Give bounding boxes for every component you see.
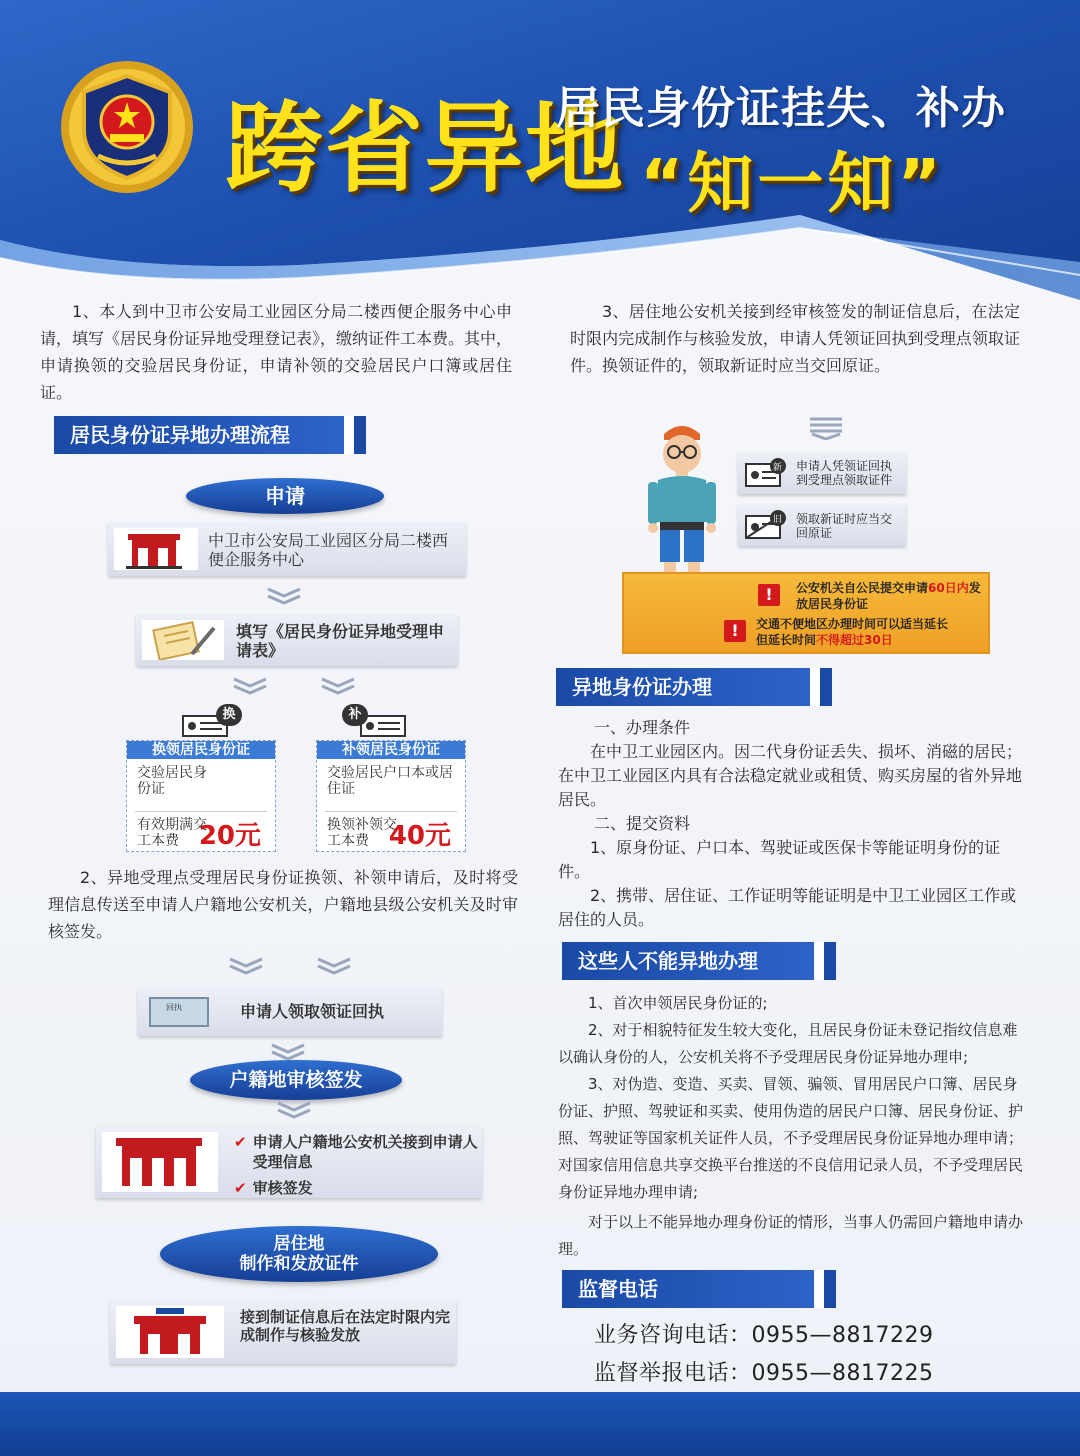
notice2-b: 但延长时间 bbox=[756, 633, 817, 647]
tag-renew: 换 bbox=[216, 704, 242, 726]
old-tag: 旧 bbox=[773, 515, 783, 525]
office-building-icon bbox=[102, 1132, 218, 1192]
pill-make-line2: 制作和发放证件 bbox=[239, 1254, 359, 1274]
police-station-icon bbox=[116, 1306, 224, 1358]
fill-form-text: 填写《居民身份证异地受理申请表》 bbox=[236, 622, 445, 660]
notice2-a: 交通不便地区办理时间可以适当延长 bbox=[756, 617, 949, 631]
card-renew-title: 换领居民身份证 bbox=[127, 741, 275, 759]
flow-step-review bbox=[96, 1126, 482, 1198]
flow-step-receipt bbox=[138, 988, 442, 1036]
notice1-b: 60日内 bbox=[928, 581, 969, 595]
chevron-down-icon bbox=[276, 1100, 312, 1120]
box-return-old bbox=[738, 504, 906, 546]
card-replace-price: 40元 bbox=[388, 821, 451, 851]
card-renew bbox=[126, 740, 276, 852]
consult-phone: 业务咨询电话：0955—8817229 bbox=[594, 1323, 934, 1348]
notice1-a: 公安机关自公民提交申请 bbox=[796, 581, 929, 595]
cannot-item-2: 2、对于相貌特征发生较大变化，且居民身份证未登记指纹信息难以确认身份的人，公安机关将不予受理居民身份证异地办理申; bbox=[558, 1021, 1018, 1066]
service-center-text: 中卫市公安局工业园区分局二楼西便企服务中心 bbox=[208, 531, 449, 569]
card-divider bbox=[135, 811, 267, 812]
new-tag: 新 bbox=[773, 463, 783, 473]
card-replace-title: 补领居民身份证 bbox=[317, 741, 465, 759]
chevron-down-left-icon bbox=[232, 676, 268, 696]
chevron-down-left-icon bbox=[228, 956, 264, 976]
docs-title: 二、提交资料 bbox=[594, 814, 691, 833]
section-flow-title: 居民身份证异地办理流程 bbox=[54, 416, 354, 454]
notice-panel bbox=[622, 572, 990, 654]
receipt-text: 申请人领取领证回执 bbox=[240, 1002, 385, 1021]
paragraph-step2: 2、异地受理点受理居民身份证换领、补领申请后，及时将受理信息传送至申请人户籍地公安机关，户籍地县级公安机关及时审核签发。 bbox=[48, 868, 518, 941]
receipt-icon bbox=[144, 994, 214, 1030]
bottom-band bbox=[0, 1392, 1080, 1456]
police-emblem-icon bbox=[58, 58, 196, 196]
warning-icon: ! bbox=[724, 620, 746, 642]
review-text bbox=[234, 1132, 478, 1198]
building-icon-wrap bbox=[114, 528, 198, 570]
review-item-2-text: 审核签发 bbox=[252, 1179, 313, 1197]
cond-text: 在中卫工业园区内。因二代身份证丢失、损坏、消磁的居民；在中卫工业园区内具有合法稳定就业或租赁、购买房屋的省外异地居民。 bbox=[558, 742, 1023, 809]
cannot-item-3: 3、对伪造、变造、买卖、冒领、骗领、冒用居民户口簿、居民身份证、护照、驾驶证和买卖、使用伪造的居民户口簿、居民身份证、护照、驾驶证等国家机关证件人员，不予受理居民身份证异地办理申请；对国家信用信息共享交换平台推送的不良信用记录人员，不予受理居民身份证异地办理申请; bbox=[558, 1075, 1024, 1201]
card-divider bbox=[325, 811, 457, 812]
docs-1: 1、原身份证、户口本、驾驶证或医保卡等能证明身份的证件。 bbox=[558, 838, 1001, 881]
flow-step-make bbox=[110, 1300, 456, 1364]
review-item-1 bbox=[234, 1132, 478, 1172]
card-renew-body: 交验居民身份证 bbox=[137, 765, 207, 797]
notice-line-2 bbox=[756, 616, 986, 648]
building-icon bbox=[114, 528, 198, 570]
cannot-item-1: 1、首次申领居民身份证的; bbox=[588, 994, 768, 1012]
subtitle: 居民身份证挂失、补办 bbox=[556, 83, 1006, 134]
warning-icon: ! bbox=[758, 584, 780, 606]
old-id-card-icon bbox=[744, 510, 788, 540]
main-title: 跨省异地 bbox=[225, 92, 626, 206]
chevron-down-icon bbox=[266, 586, 302, 606]
docs-2: 2、携带、居住证、工作证明等能证明是中卫工业园区工作或居住的人员。 bbox=[558, 886, 1017, 929]
paragraph-step3: 3、居住地公安机关接到经审核签发的制证信息后，在法定时限内完成制作与核验发放，申请人凭领证回执到受理点领取证件。换领证件的，领取新证时应当交回原证。 bbox=[570, 302, 1020, 375]
office-icon-wrap bbox=[102, 1132, 218, 1192]
chevron-down-right-icon bbox=[320, 676, 356, 696]
chevron-down-right-icon bbox=[316, 956, 352, 976]
check-icon: ✔ bbox=[234, 1133, 247, 1151]
chevron-down-icon bbox=[270, 1042, 306, 1062]
pill-make-line1: 居住地 bbox=[273, 1234, 325, 1254]
tag-replace: 补 bbox=[342, 704, 368, 726]
form-pen-icon bbox=[142, 620, 224, 660]
receipt-icon-wrap bbox=[144, 994, 214, 1030]
section-supervise-title: 监督电话 bbox=[562, 1270, 824, 1308]
paragraph-step1: 1、本人到中卫市公安局工业园区分局二楼西便企服务中心申请，填写《居民身份证异地受理登记表》，缴纳证件工本费。其中，申请换领的交验居民身份证，申请补领的交验居民户口簿或居住证。 bbox=[40, 302, 513, 402]
pill-make bbox=[160, 1226, 438, 1282]
pill-review: 户籍地审核签发 bbox=[190, 1060, 402, 1100]
flow-step-fill-form bbox=[136, 614, 458, 666]
notice1-c: 发放居民身份证 bbox=[796, 581, 981, 611]
pill-apply: 申请 bbox=[186, 478, 384, 514]
receipt-icon-label: 回执 bbox=[166, 1003, 182, 1012]
notice2-c: 不得超过30日 bbox=[816, 633, 893, 647]
box-collect-id bbox=[738, 452, 906, 494]
section-cannot-title: 这些人不能异地办理 bbox=[562, 942, 824, 980]
notice-line-1 bbox=[796, 580, 986, 612]
card-replace bbox=[316, 740, 466, 852]
cannot-item-4: 对于以上不能异地办理身份证的情形，当事人仍需回户籍地申请办理。 bbox=[558, 1213, 1024, 1258]
section-remote-title: 异地身份证办理 bbox=[556, 668, 820, 706]
review-item-2 bbox=[234, 1178, 478, 1198]
cond-title: 一、办理条件 bbox=[594, 718, 691, 737]
flow-step-service-center bbox=[108, 522, 466, 576]
return-old-text: 领取新证时应当交回原证 bbox=[796, 512, 893, 540]
check-icon: ✔ bbox=[234, 1179, 247, 1197]
lines-down-icon bbox=[808, 416, 844, 440]
form-icon-wrap bbox=[142, 620, 224, 660]
collect-id-text: 申请人凭领证回执到受理点领取证件 bbox=[796, 459, 893, 487]
make-text: 接到制证信息后在法定时限内完成制作与核验发放 bbox=[240, 1308, 451, 1344]
card-replace-fee: 换领补领交工本费 bbox=[327, 817, 397, 849]
review-item-1-text: 申请人户籍地公安机关接到申请人受理信息 bbox=[252, 1133, 478, 1171]
know-title: “知一知” bbox=[640, 145, 945, 222]
report-phone: 监督举报电话：0955—8817225 bbox=[594, 1361, 934, 1386]
card-renew-fee: 有效期满交工本费 bbox=[137, 817, 207, 849]
new-id-card-icon bbox=[744, 458, 788, 488]
card-replace-body: 交验居民户口本或居住证 bbox=[327, 765, 453, 797]
card-renew-price: 20元 bbox=[198, 821, 261, 851]
police-station-icon-wrap bbox=[116, 1306, 224, 1358]
